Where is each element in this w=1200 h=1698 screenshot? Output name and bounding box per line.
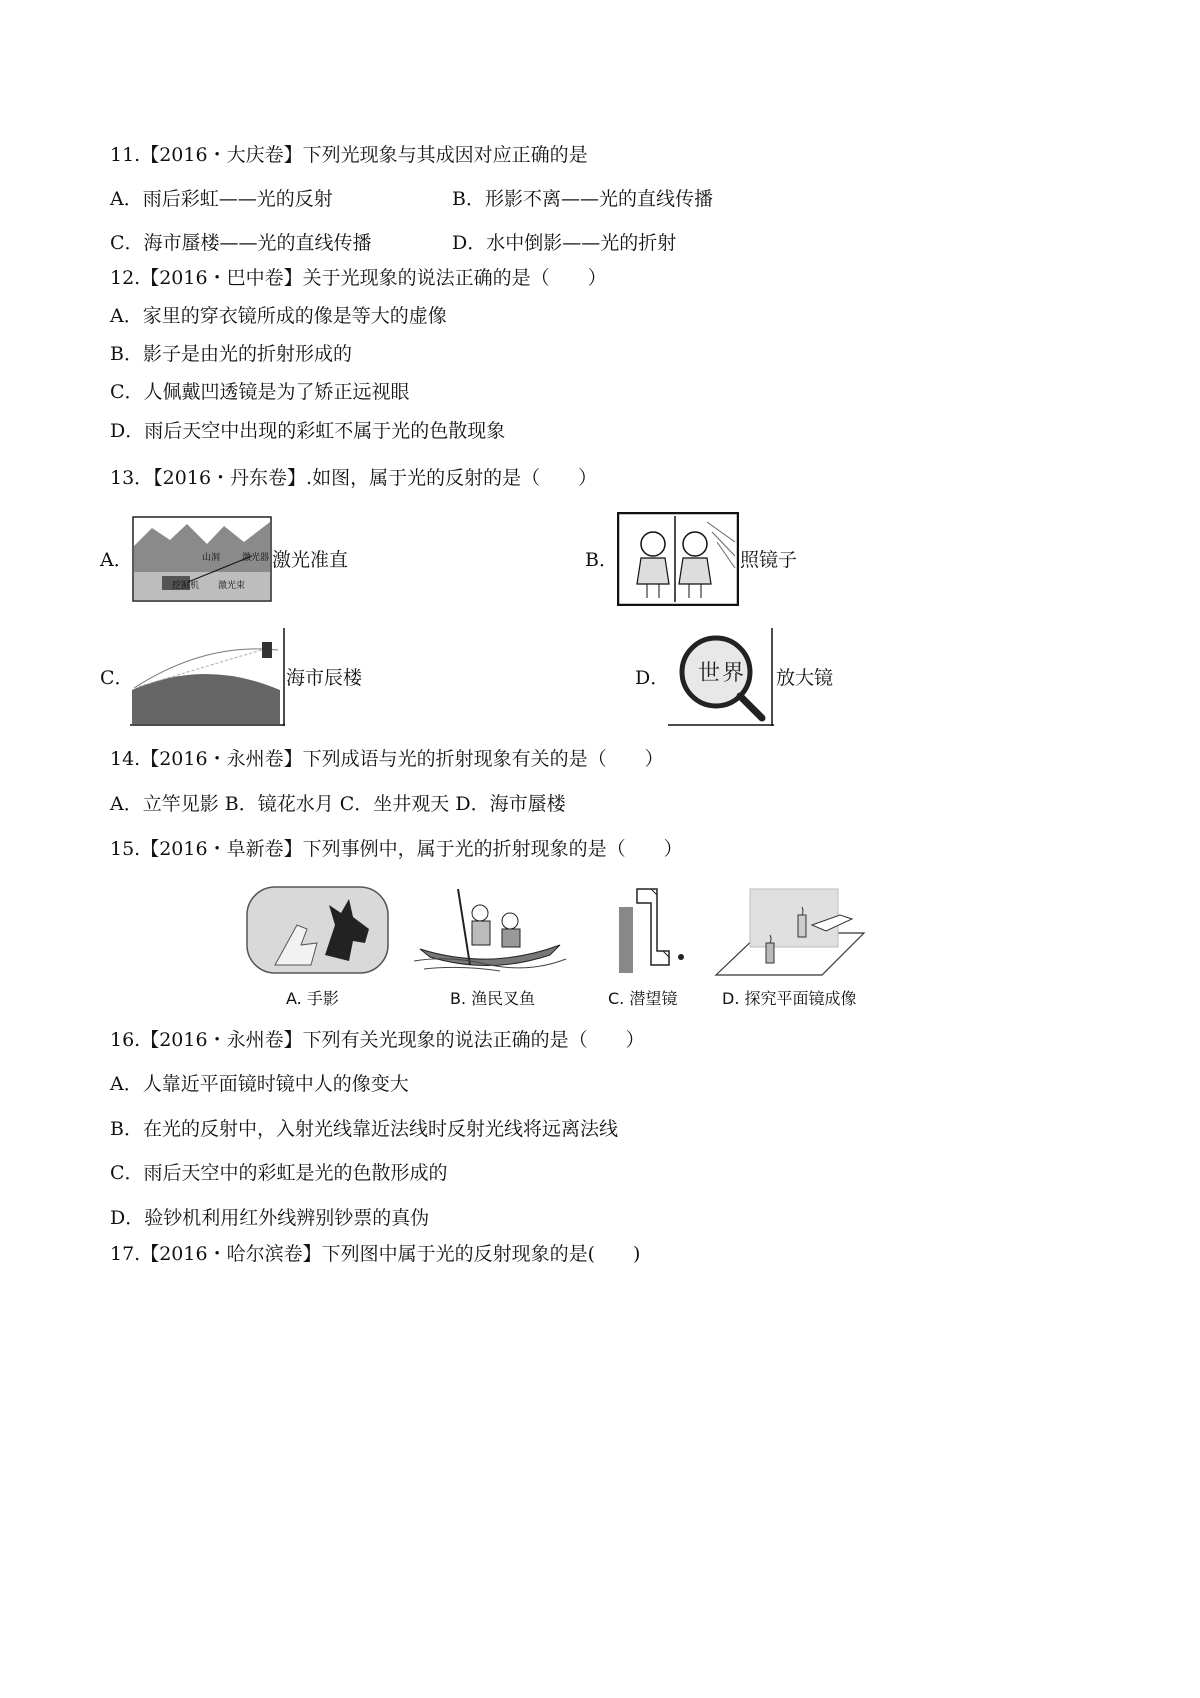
q16-option-a: A．人靠近平面镜时镜中人的像变大 [110,1073,409,1095]
plane-mirror-experiment-figure [712,885,868,977]
q13-b-text: 照镜子 [740,549,798,571]
q11-option-b: B．形影不离——光的直线传播 [452,188,713,210]
q15-caption-b: B. 渔民叉鱼 [450,989,536,1008]
mirage-figure [130,628,285,726]
laser-collimation-figure [132,516,272,602]
q12-stem: 12.【2016・巴中卷】关于光现象的说法正确的是（ ） [110,267,607,289]
magnified-char-1: 世 [698,661,721,686]
q16-option-d: D．验钞机利用红外线辨别钞票的真伪 [110,1207,430,1229]
q17-stem: 17.【2016・哈尔滨卷】下列图中属于光的反射现象的是( ) [110,1243,641,1265]
q14-stem: 14.【2016・永州卷】下列成语与光的折射现象有关的是（ ） [110,748,664,770]
q13-b-letter: B． [585,549,618,571]
hand-shadow-figure [245,885,390,975]
q13-a-text: 激光准直 [272,549,349,571]
q16-option-c: C．雨后天空中的彩虹是光的色散形成的 [110,1162,448,1184]
q11-stem: 11.【2016・大庆卷】下列光现象与其成因对应正确的是 [110,144,588,166]
label-tunnel: 山洞 [202,553,221,563]
q13-c-text: 海市辰楼 [286,667,363,689]
label-laser: 激光器 [242,553,270,563]
periscope-figure [615,885,695,975]
q15-caption-c: C. 潜望镜 [608,989,678,1008]
q13-d-letter: D． [635,667,670,689]
magnifier-figure [668,628,774,726]
q12-option-c: C．人佩戴凹透镜是为了矫正远视眼 [110,381,410,403]
q11-option-d: D．水中倒影——光的折射 [452,232,677,254]
q12-option-a: A．家里的穿衣镜所成的像是等大的虚像 [110,305,447,327]
q11-option-a: A．雨后彩虹——光的反射 [110,188,333,210]
q13-a-letter: A． [100,549,133,571]
mirror-figure [617,512,739,606]
q12-option-d: D．雨后天空中出现的彩虹不属于光的色散现象 [110,420,506,442]
q14-options: A．立竿见影 B．镜花水月 C．坐井观天 D．海市蜃楼 [110,793,566,815]
label-excavator: 挖掘机 [172,581,200,591]
q16-stem: 16.【2016・永州卷】下列有关光现象的说法正确的是（ ） [110,1029,645,1051]
q15-caption-d: D. 探究平面镜成像 [722,989,857,1008]
q13-stem: 13．【2016・丹东卷】.如图，属于光的反射的是（ ） [110,467,598,489]
q15-caption-a: A. 手影 [286,989,339,1008]
q13-c-letter: C． [100,667,134,689]
spearfishing-figure [410,885,570,975]
q15-stem: 15.【2016・阜新卷】下列事例中，属于光的折射现象的是（ ） [110,838,683,860]
label-laser-beam: 激光束 [218,581,246,591]
q16-option-b: B．在光的反射中，入射光线靠近法线时反射光线将远离法线 [110,1118,618,1140]
magnified-char-2: 界 [722,661,745,686]
q12-option-b: B．影子是由光的折射形成的 [110,343,352,365]
q11-option-c: C．海市蜃楼——光的直线传播 [110,232,372,254]
q13-d-text: 放大镜 [776,667,834,689]
